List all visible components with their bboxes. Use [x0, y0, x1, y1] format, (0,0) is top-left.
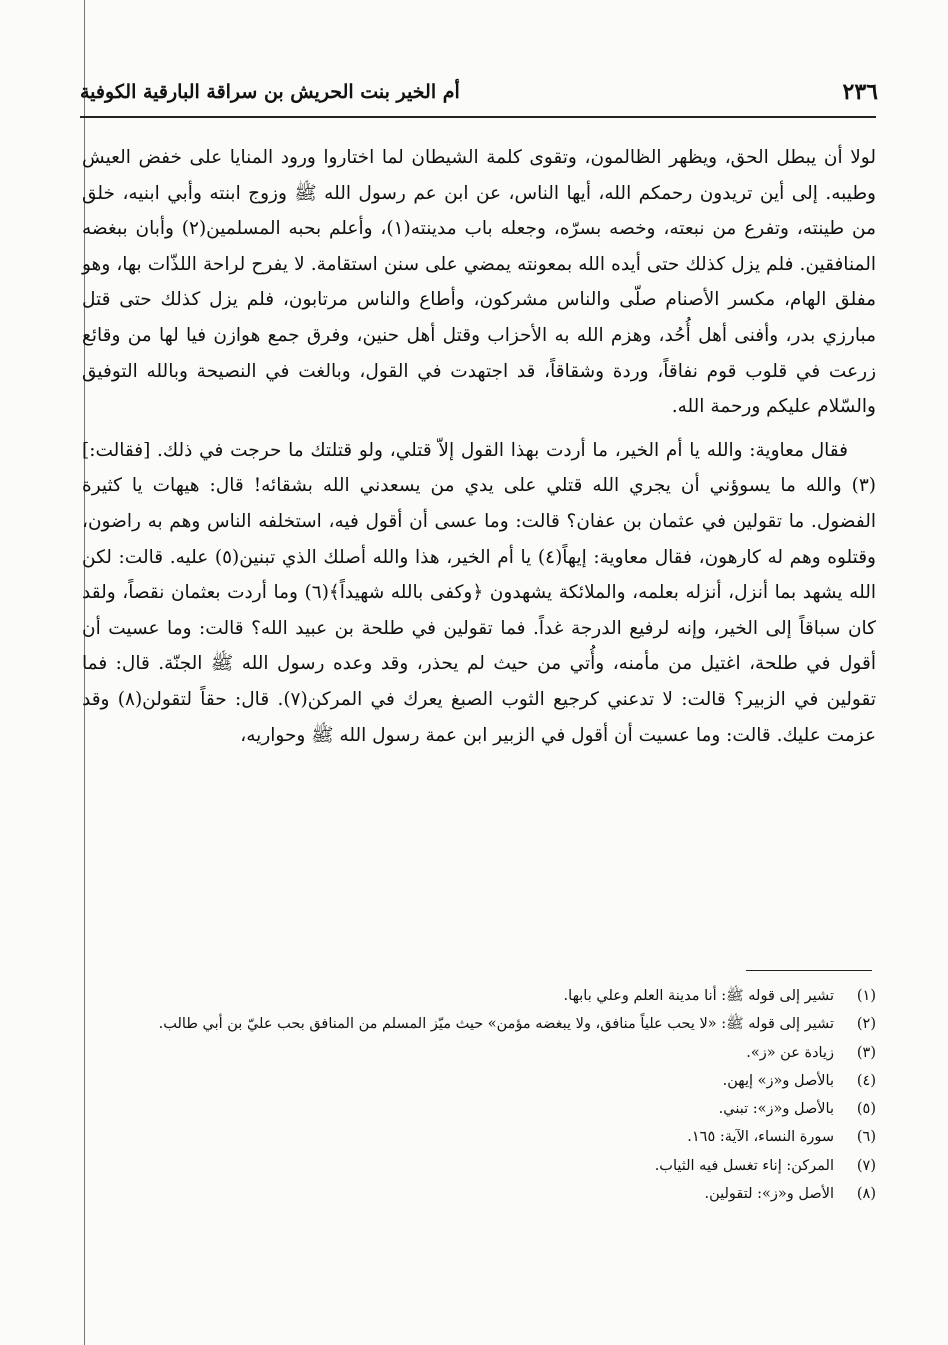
footnote-number: (٦)	[856, 1129, 876, 1146]
footnote-number: (٥)	[856, 1101, 876, 1118]
footnote-text: الأصل و«ز»: لتقولين.	[704, 1186, 834, 1203]
footnote-text: بالأصل و«ز»: تبني.	[718, 1101, 834, 1118]
running-title: أم الخير بنت الحريش بن سراقة البارقية الكوفية	[80, 81, 460, 103]
footnote	[82, 1067, 876, 1095]
footnote-text: بالأصل و«ز» إيهن.	[722, 1072, 834, 1089]
footnote	[82, 1180, 876, 1208]
footnote	[82, 1152, 876, 1180]
footnote	[82, 1039, 876, 1067]
footnote-text: زيادة عن «ز».	[746, 1044, 834, 1061]
paragraph: فقال معاوية: والله يا أم الخير، ما أردت بهذا القول إلاّ قتلي، ولو قتلتك ما حرجت في ذلك. [فقالت:](٣) والله ما يسوؤني أن يجري الله قتلي على يدي من يسعدني الله بشقائه! قال: هيهات يا كثيرة الفضول. ما تقولين في عثمان بن عفان؟ قالت: وما عسى أن أقول فيه، استخلفه الناس وهم به راضون، وقتلوه وهم له كارهون، فقال معاوية: إيهاً(٤) يا أم الخير، هذا والله أصلك الذي تبنين(٥) عليه. قالت: لكن الله يشهد بما أنزل، أنزله بعلمه، والملائكة يشهدون ﴿وكفى بالله شهيداً﴾(٦) وما أردت بعثمان نقصاً، ولقد كان سباقاً إلى الخير، وإنه لرفيع الدرجة غداً. فما تقولين في طلحة بن عبيد الله؟ قالت: وما عسيت أن أقول في طلحة، اغتيل من مأمنه، وأُتي من حيث لم يحذر، وقد وعده رسول الله ﷺ الجنّة. قال: فما تقولين في الزبير؟ قالت: لا تدعني كرجيع الثوب الصبغ يعرك في المركن(٧). قال: حقاً لتقولن(٨) وقد عزمت عليك. قالت: وما عسيت أن أقول في الزبير ابن عمة رسول الله ﷺ وحواريه،	[82, 439, 876, 746]
footnote	[82, 1095, 876, 1123]
footnote-text: تشير إلى قوله ﷺ: أنا مدينة العلم وعلي بابها.	[563, 988, 834, 1004]
footnote	[82, 1010, 876, 1038]
footnote	[82, 1123, 876, 1151]
footnotes-rule	[746, 970, 872, 971]
footnote-text: تشير إلى قوله ﷺ: «لا يحب علياً منافق، ولا يبغضه مؤمن» حيث ميّز المسلم من المنافق بحب عليّ بن أبي طالب.	[158, 1016, 834, 1033]
footnote-number: (٤)	[856, 1072, 876, 1089]
page-number: ٢٣٦	[842, 79, 878, 105]
footnote-number: (٨)	[856, 1186, 876, 1203]
footnote-text: المركن: إناء تغسل فيه الثياب.	[654, 1157, 834, 1174]
footnote-number: (٢)	[856, 1016, 876, 1033]
footnote-number: (٧)	[856, 1157, 876, 1174]
main-text	[82, 140, 876, 753]
footnotes	[82, 982, 876, 1208]
footnote-number: (١)	[856, 988, 876, 1004]
paragraph: لولا أن يبطل الحق، ويظهر الظالمون، وتقوى كلمة الشيطان لما اختاروا ورود المنايا على خفض العيش وطيبه. إلى أين تريدون رحمكم الله، أيها الناس، عن ابن عم رسول الله ﷺ وزوج ابنته وأبي ابنيه، خلق من طينته، وتفرع من نبعته، وخصه بسرّه، وجعله باب مدينته(١)، وأعلم بحبه المسلمين(٢) وأبان ببغضه المنافقين. فلم يزل كذلك حتى أيده الله بمعونته يمضي على سنن استقامة. لا يفرح لراحة اللذّات بها، وهو مفلق الهام، مكسر الأصنام صلّى والناس مشركون، وأطاع والناس مرتابون، فلم يزل كذلك حتى قتل مبارزي بدر، وأفنى أهل أُحُد، وهزم الله به الأحزاب وقتل أهل حنين، وفرق جمع هوازن فيا لها من وقائع زرعت في قلوب قوم نفاقاً، وردة وشقاقاً، قد اجتهدت في القول، وبالغت في النصيحة وبالله التوفيق والسّلام عليكم ورحمة الله.	[82, 147, 876, 418]
footnote	[82, 982, 876, 1010]
header-rule	[80, 116, 876, 118]
footnote-number: (٣)	[856, 1044, 876, 1061]
footnote-text: سورة النساء، الآية: ١٦٥.	[687, 1129, 834, 1146]
page-header	[80, 72, 878, 112]
